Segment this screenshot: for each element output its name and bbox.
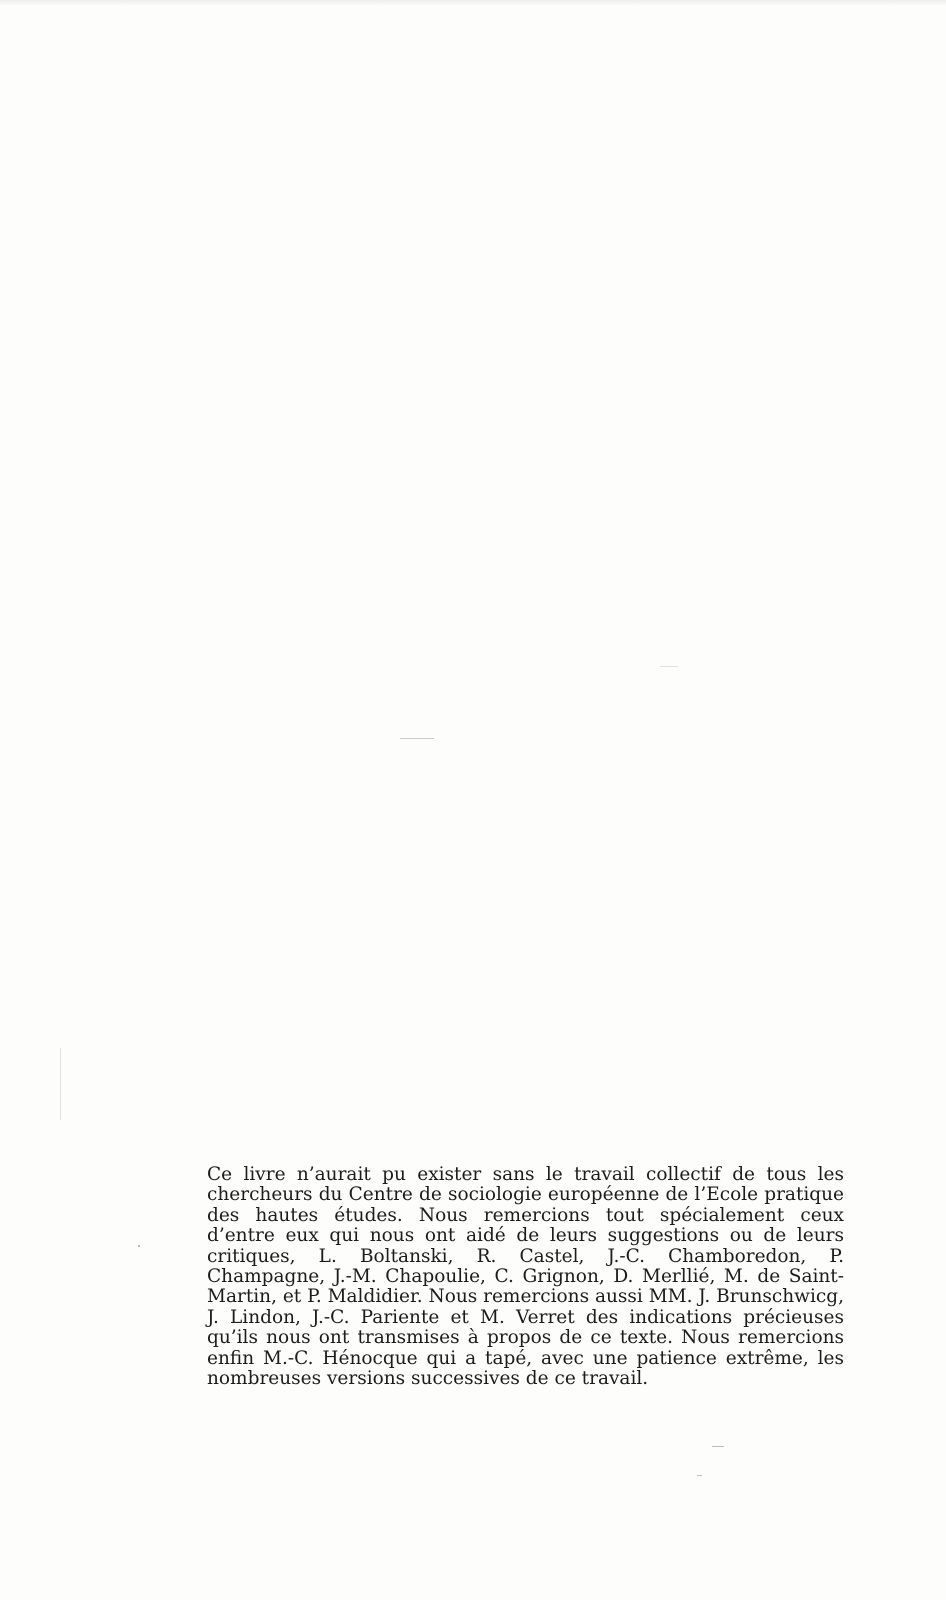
scan-mark — [697, 1475, 702, 1476]
scan-mark — [712, 1446, 724, 1447]
scan-mark — [138, 1245, 140, 1247]
scan-mark — [60, 1048, 61, 1120]
scan-mark — [660, 666, 678, 667]
acknowledgement-paragraph: Ce livre n’aurait pu exister sans le travail collectif de tous les chercheurs du Centre de sociologie européenne de l’Ecole pratique des hautes études. Nous remercions tout spécialement ceux d’entre eux qui nous ont aidé de leurs suggestions ou de leurs critiques, L. Boltanski, R. Castel, J.-C. Chamboredon, P. Champagne, J.-M. Chapoulie, C. Grignon, D. Merllié, M. de Saint-Martin, et P. Maldidier. Nous remercions aussi MM. J. Brunschwicg, J. Lindon, J.-C. Pariente et M. Verret des indications précieuses qu’ils nous ont transmises à propos de ce texte. Nous remercions enfin M.-C. Hénocque qui a tapé, avec une patience extrême, les nombreuses versions successives de ce travail. — [207, 1164, 844, 1390]
scan-mark — [400, 738, 434, 739]
